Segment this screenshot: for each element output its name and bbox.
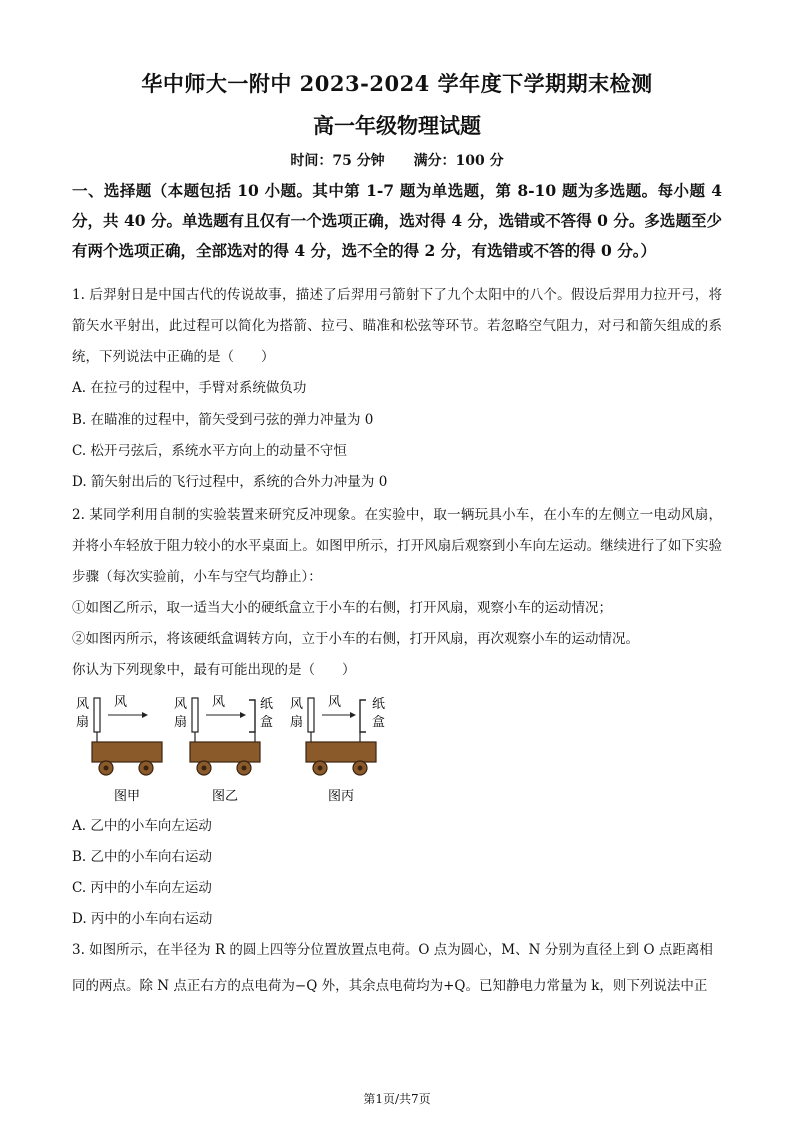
q1-stem: 1. 后羿射日是中国古代的传说故事，描述了后羿用弓箭射下了九个太阳中的八个。假设后羿用力拉开弓，将箭矢水平射出，此过程可以简化为搭箭、拉弓、瞄准和松弦等环节。若忽略空气阻力，对弓和箭矢组成的系统，下列说法中正确的是（ ）: [72, 287, 722, 365]
fan-icon: [192, 698, 198, 732]
caption-bing: 图丙: [328, 789, 355, 804]
svg-text:盒: 盒: [372, 715, 386, 730]
q2-option-d: D. 丙中的小车向右运动: [72, 911, 213, 927]
fan-icon: [94, 698, 100, 732]
wind-arrow-icon: [142, 712, 148, 718]
wind-label: 风: [114, 695, 128, 710]
box-label-char2: 盒: [260, 715, 274, 730]
svg-text:风: 风: [328, 695, 342, 710]
panel-jia: [76, 695, 162, 804]
paper-box-icon: [249, 700, 255, 732]
q2-option-a: A. 乙中的小车向左运动: [72, 818, 212, 834]
wind-arrow-icon: [350, 712, 356, 718]
exam-score: 满分：100 分: [413, 153, 504, 169]
cart-body: [306, 742, 376, 762]
q2-ask: 你认为下列现象中，最有可能出现的是（ ）: [72, 662, 356, 678]
panel-yi: [174, 695, 273, 804]
q3-line1: 3. 如图所示，在半径为 R 的圆上四等分位置放置点电荷。O 点为圆心，M、N 分别为直径上到 O 点距离相: [72, 942, 713, 958]
paper-box-icon: [360, 700, 366, 732]
q1-option-d: D. 箭矢射出后的飞行过程中，系统的合外力冲量为 0: [72, 474, 388, 490]
svg-text:扇: 扇: [290, 715, 304, 730]
q2-stem: 2. 某同学利用自制的实验装置来研究反冲现象。在实验中，取一辆玩具小车，在小车的左侧立一电动风扇，并将小车轻放于阻力较小的水平桌面上。如图甲所示，打开风扇后观察到小车向左运动。继续进行了如下实验步骤（每次实验前，小车与空气均静止）：: [72, 507, 722, 585]
svg-text:纸: 纸: [372, 697, 386, 712]
q3-line2: 同的两点。除 N 点正右方的点电荷为−Q 外，其余点电荷均为+Q。已知静电力常量为 k，则下列说法中正: [72, 978, 708, 994]
q2-figure: [72, 690, 412, 810]
cart-body: [190, 742, 260, 762]
box-label-char1: 纸: [260, 697, 274, 712]
exam-meta: [0, 150, 794, 170]
caption-yi: 图乙: [212, 789, 239, 804]
wind-arrow-icon: [240, 712, 246, 718]
section-heading: 一、选择题（本题包括 10 小题。其中第 1-7 题为单选题，第 8-10 题为多选题。每小题 4 分，共 40 分。单选题有且仅有一个选项正确，选对得 4 分，选错或不答得 0 分。多选题至少有两个选项正确，全部选对的得 4 分，选不全的得 2 分，有选错或不答的得 0 分。）: [72, 181, 722, 260]
q2-step2: ②如图丙所示，将该硬纸盒调转方向，立于小车的右侧，打开风扇，再次观察小车的运动情况。: [72, 631, 639, 647]
q2-step1: ①如图乙所示，取一适当大小的硬纸盒立于小车的右侧，打开风扇，观察小车的运动情况；: [72, 600, 612, 616]
svg-text:扇: 扇: [174, 715, 188, 730]
exam-title: 华中师大一附中 2023-2024 学年度下学期期末检测: [141, 71, 653, 96]
caption-jia: 图甲: [114, 789, 141, 804]
fan-icon: [308, 698, 314, 732]
svg-text:风: 风: [212, 695, 226, 710]
fan-label-char2: 扇: [76, 715, 90, 730]
svg-text:风: 风: [290, 697, 304, 712]
cart-body: [92, 742, 162, 762]
q2-option-b: B. 乙中的小车向右运动: [72, 849, 213, 865]
q1-option-b: B. 在瞄准的过程中，箭矢受到弓弦的弹力冲量为 0: [72, 412, 374, 428]
q2-option-c: C. 丙中的小车向左运动: [72, 880, 212, 896]
fan-label-char1: 风: [76, 697, 90, 712]
exam-subtitle: 高一年级物理试题: [313, 113, 481, 138]
panel-bing: [290, 695, 385, 804]
q1-option-c: C. 松开弓弦后，系统水平方向上的动量不守恒: [72, 443, 347, 459]
svg-text:风: 风: [174, 697, 188, 712]
q1-option-a: A. 在拉弓的过程中，手臂对系统做负功: [72, 380, 307, 396]
exam-time: 时间：75 分钟: [290, 153, 385, 169]
page-number: 第1页/共7页: [363, 1092, 431, 1106]
